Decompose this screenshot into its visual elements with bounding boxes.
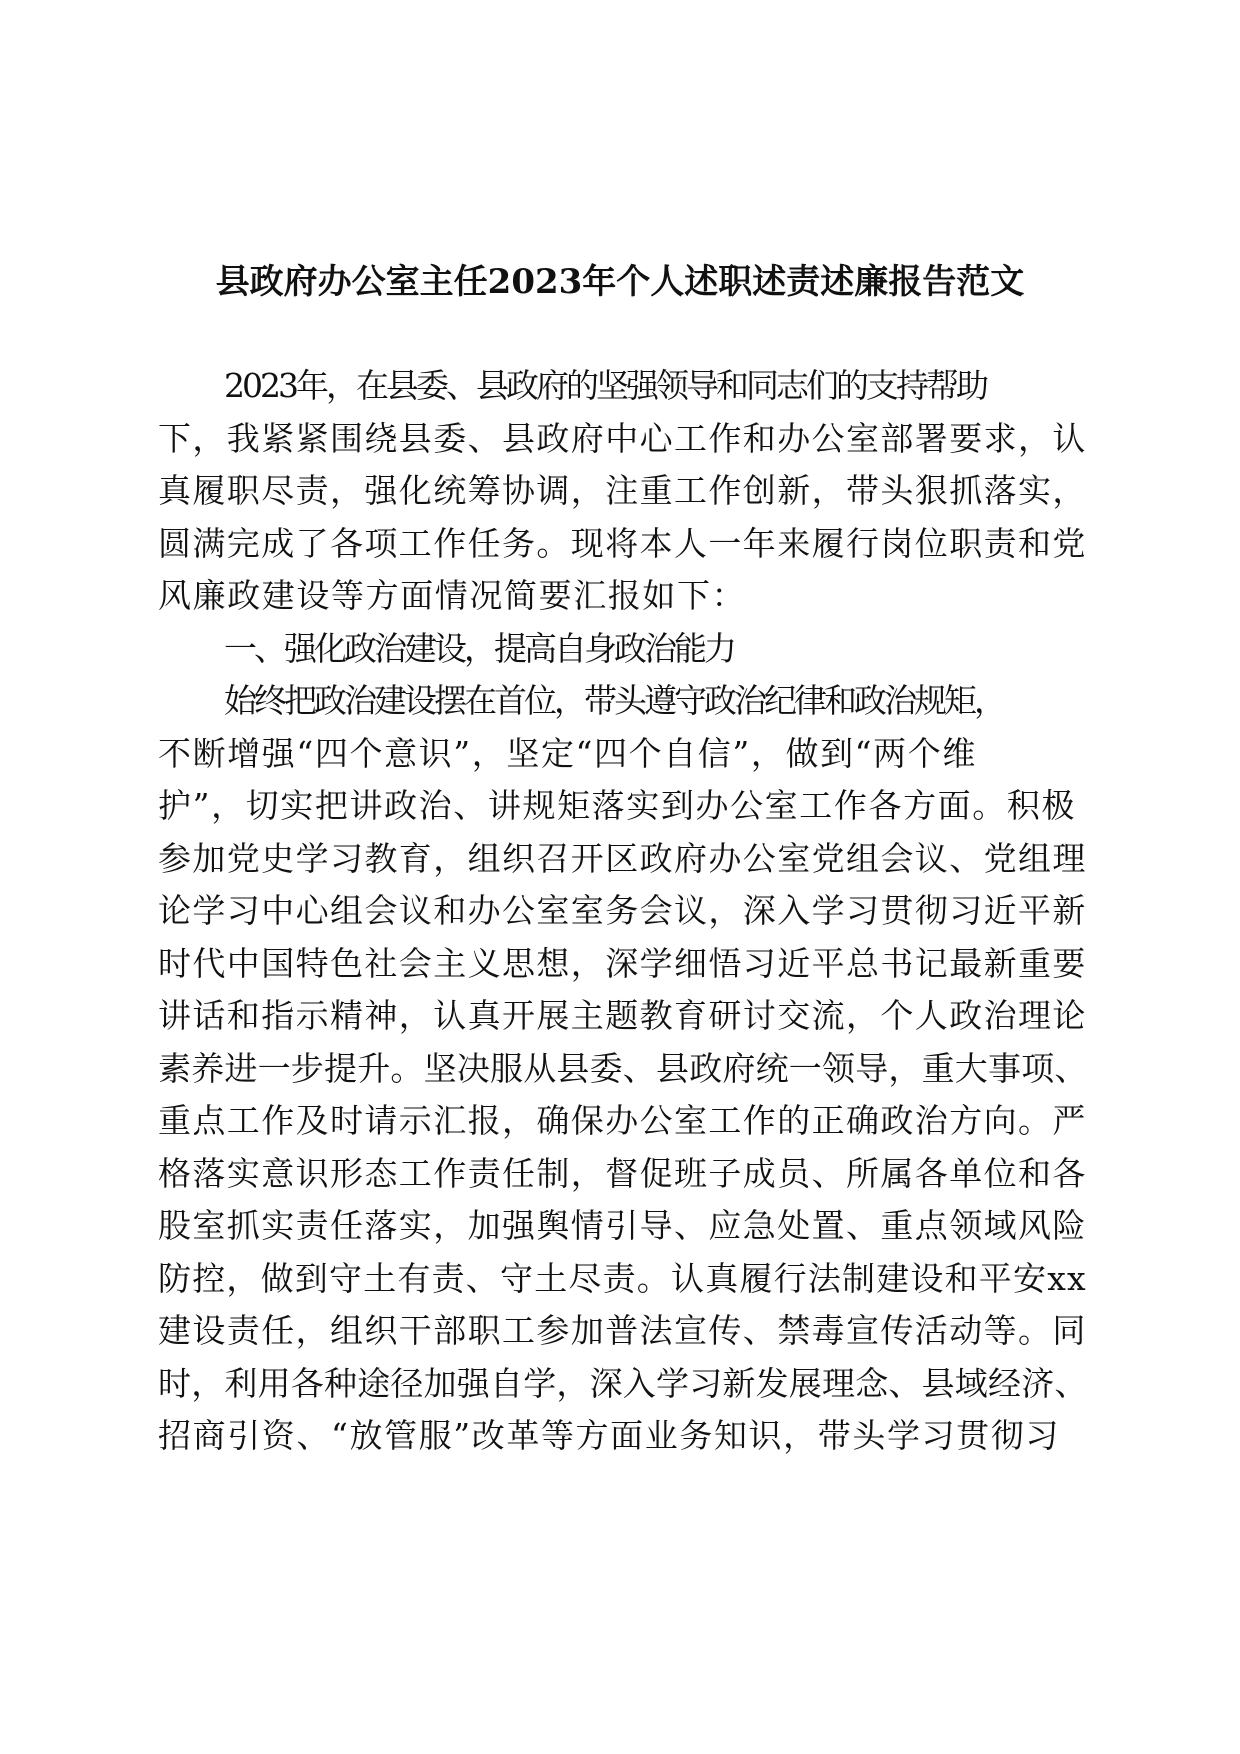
document-title: 县政府办公室主任2023年个人述职述责述廉报告范文 xyxy=(215,262,1025,302)
document-body xyxy=(158,360,1088,1463)
text-line: 参加党史学习教育，组织召开区政府办公室党组会议、党组理 xyxy=(158,838,1087,878)
text-line: 风廉政建设等方面情况简要汇报如下： xyxy=(158,576,747,615)
text-line: 护”，切实把讲政治、讲规矩落实到办公室工作各方面。积极 xyxy=(158,786,1077,825)
text-line: 时，利用各种途径加强自学，深入学习新发展理念、县域经济、 xyxy=(158,1363,1088,1403)
text-line: 不断增强“四个意识”，坚定“四个自信”，做到“两个维 xyxy=(158,733,977,773)
text-line: 时代中国特色社会主义思想，深学细悟习近平总书记最新重要 xyxy=(158,943,1087,983)
text-line: 真履职尽责，强化统筹协调，注重工作创新，带头狠抓落实， xyxy=(158,471,1087,510)
text-line: 防控，做到守土有责、守土尽责。认真履行法制建设和平安xx xyxy=(158,1258,1087,1298)
text-line: 股室抓实责任落实，加强舆情引导、应急处置、重点领域风险 xyxy=(158,1206,1087,1245)
text-line: 素养进一步提升。坚决服从县委、县政府统一领导，重大事项、 xyxy=(158,1048,1088,1088)
text-line: 始终把政治建设摆在首位，带头遵守政治纪律和政治规矩， xyxy=(224,681,1004,720)
text-line: 建设责任，组织干部职工参加普法宣传、禁毒宣传活动等。同 xyxy=(158,1311,1087,1350)
text-line: 2023年，在县委、县政府的坚强领导和同志们的支持帮助 xyxy=(224,366,986,405)
text-line: 重点工作及时请示汇报，确保办公室工作的正确政治方向。严 xyxy=(158,1101,1087,1140)
text-line: 格落实意识形态工作责任制，督促班子成员、所属各单位和各 xyxy=(158,1153,1087,1193)
text-line: 圆满完成了各项工作任务。现将本人一年来履行岗位职责和党 xyxy=(158,523,1087,563)
text-line: 一、强化政治建设，提高自身政治能力 xyxy=(224,628,734,668)
text-line: 讲话和指示精神，认真开展主题教育研讨交流，个人政治理论 xyxy=(158,996,1087,1035)
text-line: 下，我紧紧围绕县委、县政府中心工作和办公室部署要求，认 xyxy=(158,418,1087,458)
text-line: 招商引资、“放管服”改革等方面业务知识，带头学习贯彻习 xyxy=(158,1416,1060,1455)
text-line: 论学习中心组会议和办公室室务会议，深入学习贯彻习近平新 xyxy=(158,891,1087,930)
